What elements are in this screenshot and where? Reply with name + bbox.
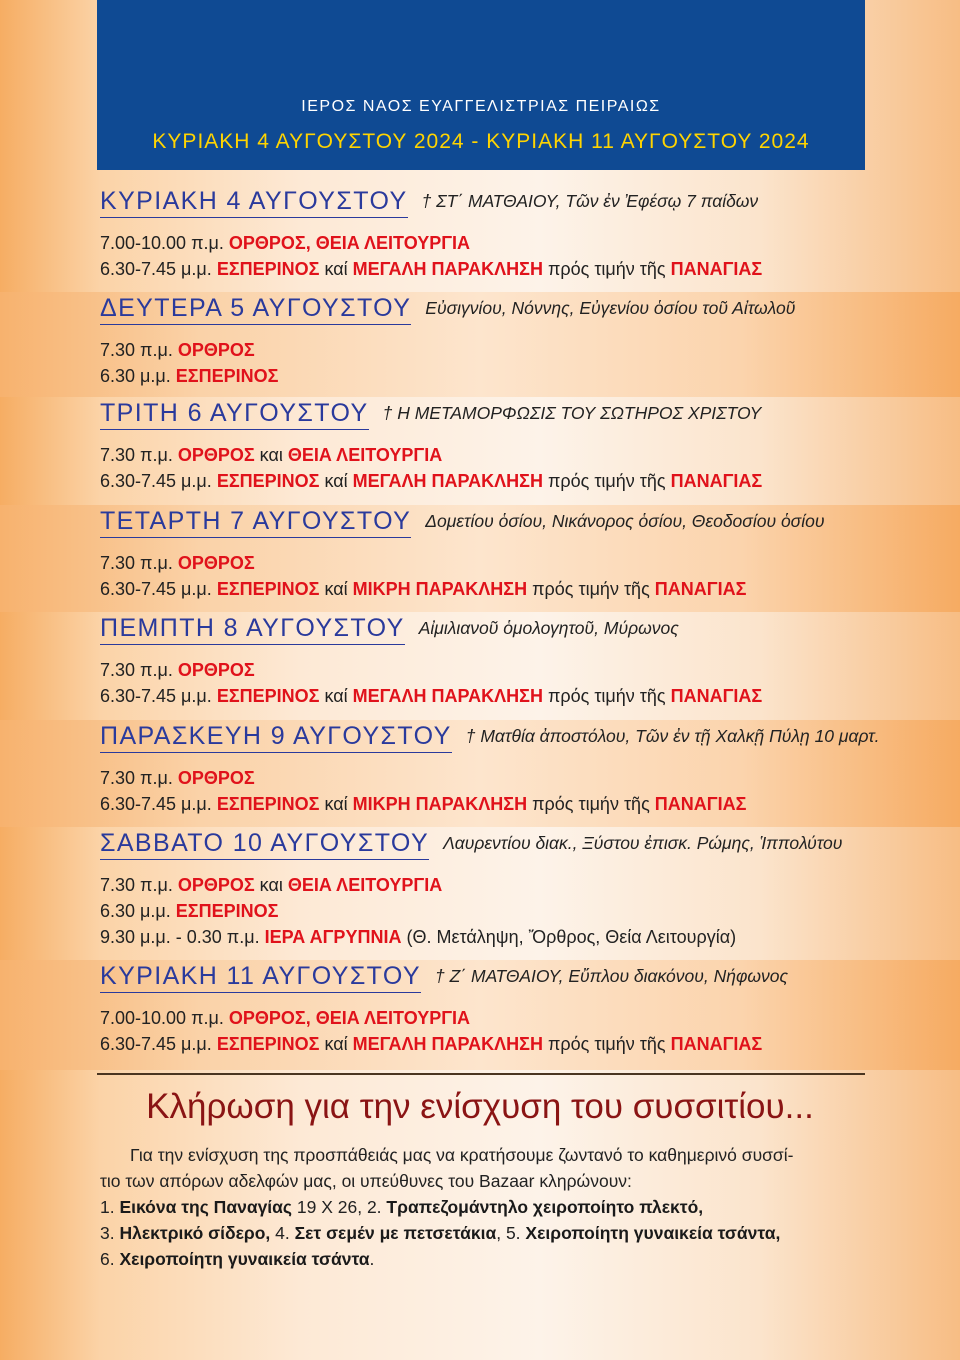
day-block: [0, 505, 960, 612]
service-time-text: 7.30 π.μ.: [100, 340, 178, 360]
service-name: ΟΡΘΡΟΣ: [177, 768, 255, 788]
prize-name: Χειροποίητη γυναικεία τσάντα: [119, 1249, 370, 1269]
day-title: ΤΡΙΤΗ 6 ΑΥΓΟΥΣΤΟΥ: [100, 399, 369, 430]
service-name: ΘΕΙΑ ΛΕΙΤΟΥΡΓΙΑ: [287, 445, 443, 465]
service-line: [100, 875, 442, 896]
feast-of-day: Δομετίου ὁσίου, Νικάνορος ὁσίου, Θεοδοσίου ὁσίου: [425, 511, 825, 531]
service-time-text: 7.00-10.00 π.μ.: [100, 233, 229, 253]
prize-name: Χειροποίητη γυναικεία τσάντα,: [525, 1223, 781, 1243]
day-block: [0, 612, 960, 720]
service-name: ΜΕΓΑΛΗ ΠΑΡΑΚΛΗΣΗ: [352, 259, 543, 279]
section-divider: [97, 1073, 865, 1075]
service-name: ΕΣΠΕΡΙΝΟΣ: [175, 366, 279, 386]
lottery-intro-line-2: τιο των απόρων αδελφών μας, οι υπεύθυνες του Bazaar κληρώνουν:: [100, 1171, 632, 1191]
feast-of-day: † ΣΤ΄ ΜΑΤΘΑΙΟΥ, Τῶν ἐν Ἐφέσῳ 7 παίδων: [421, 191, 759, 211]
service-time-text: 6.30-7.45 μ.μ.: [100, 579, 217, 599]
service-time-text: 7.00-10.00 π.μ.: [100, 1008, 229, 1028]
day-block: [0, 960, 960, 1070]
service-line: [100, 471, 762, 492]
service-time-text: πρός τιμήν τῆς: [542, 259, 671, 279]
service-name: ΠΑΝΑΓΙΑΣ: [670, 686, 763, 706]
lottery-text: [100, 1142, 870, 1272]
feast-of-day: † Ματθία ἀποστόλου, Τῶν ἐν τῇ Χαλκῇ Πύλῃ 10 μαρτ.: [465, 726, 880, 746]
service-line: [100, 686, 762, 707]
service-time-text: πρός τιμήν τῆς: [527, 579, 655, 599]
service-time-text: καί: [319, 1034, 353, 1054]
service-name: ΕΣΠΕΡΙΝΟΣ: [216, 579, 320, 599]
service-name: ΠΑΝΑΓΙΑΣ: [670, 1034, 763, 1054]
church-name: ΙΕΡΟΣ ΝΑΟΣ ΕΥΑΓΓΕΛΙΣΤΡΙΑΣ ΠΕΙΡΑΙΩΣ: [301, 98, 661, 115]
service-name: ΜΕΓΑΛΗ ΠΑΡΑΚΛΗΣΗ: [352, 686, 543, 706]
prize-name: Ηλεκτρικό σίδερο,: [119, 1223, 271, 1243]
day-heading: [100, 507, 824, 538]
service-time-text: πρός τιμήν τῆς: [542, 686, 671, 706]
prize-number: 1.: [100, 1197, 120, 1217]
service-time-text: πρός τιμήν τῆς: [542, 1034, 671, 1054]
service-line: [100, 768, 255, 789]
service-time-text: 7.30 π.μ.: [100, 875, 178, 895]
service-time-text: πρός τιμήν τῆς: [527, 794, 655, 814]
day-heading: [100, 399, 761, 430]
schedule-period: ΚΥΡΙΑΚΗ 4 ΑΥΓΟΥΣΤΟΥ 2024 - ΚΥΡΙΑΚΗ 11 ΑΥΓΟΥΣΤΟΥ 2024: [152, 130, 810, 153]
service-line: [100, 259, 762, 280]
day-title: ΚΥΡΙΑΚΗ 11 ΑΥΓΟΥΣΤΟΥ: [100, 962, 421, 993]
service-line: [100, 660, 255, 681]
service-time-text: 6.30-7.45 μ.μ.: [100, 259, 217, 279]
service-name: ΟΡΘΡΟΣ: [177, 340, 255, 360]
service-name: ΕΣΠΕΡΙΝΟΣ: [216, 259, 320, 279]
service-name: ΠΑΝΑΓΙΑΣ: [654, 579, 747, 599]
service-time-text: 6.30 μ.μ.: [100, 901, 176, 921]
day-block: [0, 292, 960, 397]
service-time-text: καί: [319, 579, 353, 599]
prize-extra: .: [369, 1249, 375, 1269]
service-time-text: 6.30 μ.μ.: [100, 366, 176, 386]
service-time-text: 7.30 π.μ.: [100, 660, 178, 680]
service-name: ΟΡΘΡΟΣ: [177, 553, 255, 573]
prize-name: Σετ σεμέν με πετσετάκια: [294, 1223, 497, 1243]
service-name: ΜΙΚΡΗ ΠΑΡΑΚΛΗΣΗ: [352, 794, 528, 814]
header-banner: [97, 0, 865, 170]
day-block: [0, 185, 960, 292]
day-heading: [100, 614, 679, 645]
service-time-text: 6.30-7.45 μ.μ.: [100, 1034, 217, 1054]
prize-number: 2.: [366, 1197, 387, 1217]
service-name: ΜΙΚΡΗ ΠΑΡΑΚΛΗΣΗ: [352, 579, 528, 599]
service-name: ΕΣΠΕΡΙΝΟΣ: [216, 471, 320, 491]
service-name: ΕΣΠΕΡΙΝΟΣ: [216, 794, 320, 814]
day-title: ΠΕΜΠΤΗ 8 ΑΥΓΟΥΣΤΟΥ: [100, 614, 405, 645]
service-name: ΙΕΡΑ ΑΓΡΥΠΝΙΑ: [264, 927, 402, 947]
service-line: [100, 340, 255, 361]
lottery-items-line-3: [100, 1246, 870, 1272]
day-title: ΔΕΥΤΕΡΑ 5 ΑΥΓΟΥΣΤΟΥ: [100, 294, 411, 325]
service-time-text: 7.30 π.μ.: [100, 768, 178, 788]
service-time-text: καί: [319, 794, 353, 814]
service-line: [100, 901, 278, 922]
service-time-text: 6.30-7.45 μ.μ.: [100, 794, 217, 814]
service-name: ΕΣΠΕΡΙΝΟΣ: [175, 901, 279, 921]
prize-number: 4.: [275, 1223, 295, 1243]
service-name: ΠΑΝΑΓΙΑΣ: [670, 471, 763, 491]
prize-name: Εικόνα της Παναγίας: [119, 1197, 293, 1217]
day-heading: [100, 294, 795, 325]
service-line: [100, 233, 470, 254]
feast-of-day: † Η ΜΕΤΑΜΟΡΦΩΣΙΣ ΤΟΥ ΣΩΤΗΡΟΣ ΧΡΙΣΤΟΥ: [382, 403, 762, 423]
day-block: [0, 827, 960, 960]
day-title: ΣΑΒΒΑΤΟ 10 ΑΥΓΟΥΣΤΟΥ: [100, 829, 429, 860]
service-time-text: (Θ. Μετάληψη, Ὄρθρος, Θεία Λειτουργία): [401, 927, 737, 947]
service-line: [100, 1008, 470, 1029]
service-name: ΟΡΘΡΟΣ: [177, 875, 255, 895]
prize-extra: 19 Χ 26,: [292, 1197, 367, 1217]
feast-of-day: Λαυρεντίου διακ., Ξύστου ἐπισκ. Ρώμης, Ἱππολύτου: [443, 833, 843, 853]
service-name: ΟΡΘΡΟΣ, ΘΕΙΑ ΛΕΙΤΟΥΡΓΙΑ: [228, 1008, 471, 1028]
service-line: [100, 553, 255, 574]
feast-of-day: Αἰμιλιανοῦ ὁμολογητοῦ, Μύρωνος: [418, 618, 679, 638]
service-time-text: καί: [319, 259, 353, 279]
lottery-items-line-1: [100, 1194, 870, 1220]
service-name: ΠΑΝΑΓΙΑΣ: [670, 259, 763, 279]
prize-number: 3.: [100, 1223, 120, 1243]
service-time-text: και: [254, 875, 288, 895]
service-time-text: 9.30 μ.μ. - 0.30 π.μ.: [100, 927, 265, 947]
day-title: ΤΕΤΑΡΤΗ 7 ΑΥΓΟΥΣΤΟΥ: [100, 507, 411, 538]
service-time-text: καί: [319, 686, 353, 706]
feast-of-day: † Ζ΄ ΜΑΤΘΑΙΟΥ, Εὔπλου διακόνου, Νήφωνος: [435, 966, 789, 986]
service-name: ΜΕΓΑΛΗ ΠΑΡΑΚΛΗΣΗ: [352, 471, 543, 491]
day-title: ΚΥΡΙΑΚΗ 4 ΑΥΓΟΥΣΤΟΥ: [100, 187, 408, 218]
service-time-text: 7.30 π.μ.: [100, 553, 178, 573]
service-name: ΕΣΠΕΡΙΝΟΣ: [216, 686, 320, 706]
feast-of-day: Εὐσιγνίου, Νόννης, Εὐγενίου ὁσίου τοῦ Αἰτωλοῦ: [425, 298, 796, 318]
day-block: [0, 720, 960, 827]
service-line: [100, 579, 746, 600]
day-heading: [100, 962, 788, 993]
service-line: [100, 927, 736, 948]
lottery-items-line-2: [100, 1220, 870, 1246]
prize-extra: ,: [496, 1223, 506, 1243]
day-heading: [100, 187, 758, 218]
service-time-text: 7.30 π.μ.: [100, 445, 178, 465]
service-time-text: και: [254, 445, 288, 465]
service-name: ΟΡΘΡΟΣ: [177, 660, 255, 680]
service-name: ΕΣΠΕΡΙΝΟΣ: [216, 1034, 320, 1054]
service-name: ΟΡΘΡΟΣ: [177, 445, 255, 465]
prize-number: 6.: [100, 1249, 120, 1269]
day-block: [0, 397, 960, 505]
service-name: ΟΡΘΡΟΣ, ΘΕΙΑ ΛΕΙΤΟΥΡΓΙΑ: [228, 233, 471, 253]
day-title: ΠΑΡΑΣΚΕΥΗ 9 ΑΥΓΟΥΣΤΟΥ: [100, 722, 452, 753]
prize-number: 5.: [505, 1223, 526, 1243]
service-time-text: πρός τιμήν τῆς: [542, 471, 671, 491]
service-name: ΜΕΓΑΛΗ ΠΑΡΑΚΛΗΣΗ: [352, 1034, 543, 1054]
service-line: [100, 366, 278, 387]
service-line: [100, 1034, 762, 1055]
service-time-text: καί: [319, 471, 353, 491]
service-line: [100, 445, 442, 466]
prize-name: Τραπεζομάντηλο χειροποίητο πλεκτό,: [386, 1197, 704, 1217]
day-heading: [100, 722, 880, 753]
day-heading: [100, 829, 842, 860]
service-name: ΘΕΙΑ ΛΕΙΤΟΥΡΓΙΑ: [287, 875, 443, 895]
service-line: [100, 794, 746, 815]
lottery-intro-line-1: Για την ενίσχυση της προσπάθειάς μας να κρατήσουμε ζωντανό το καθημερινό συσσί-: [130, 1145, 794, 1165]
service-time-text: 6.30-7.45 μ.μ.: [100, 686, 217, 706]
service-name: ΠΑΝΑΓΙΑΣ: [654, 794, 747, 814]
lottery-title: Κλήρωση για την ενίσχυση του συσσιτίου...: [146, 1087, 814, 1126]
service-time-text: 6.30-7.45 μ.μ.: [100, 471, 217, 491]
